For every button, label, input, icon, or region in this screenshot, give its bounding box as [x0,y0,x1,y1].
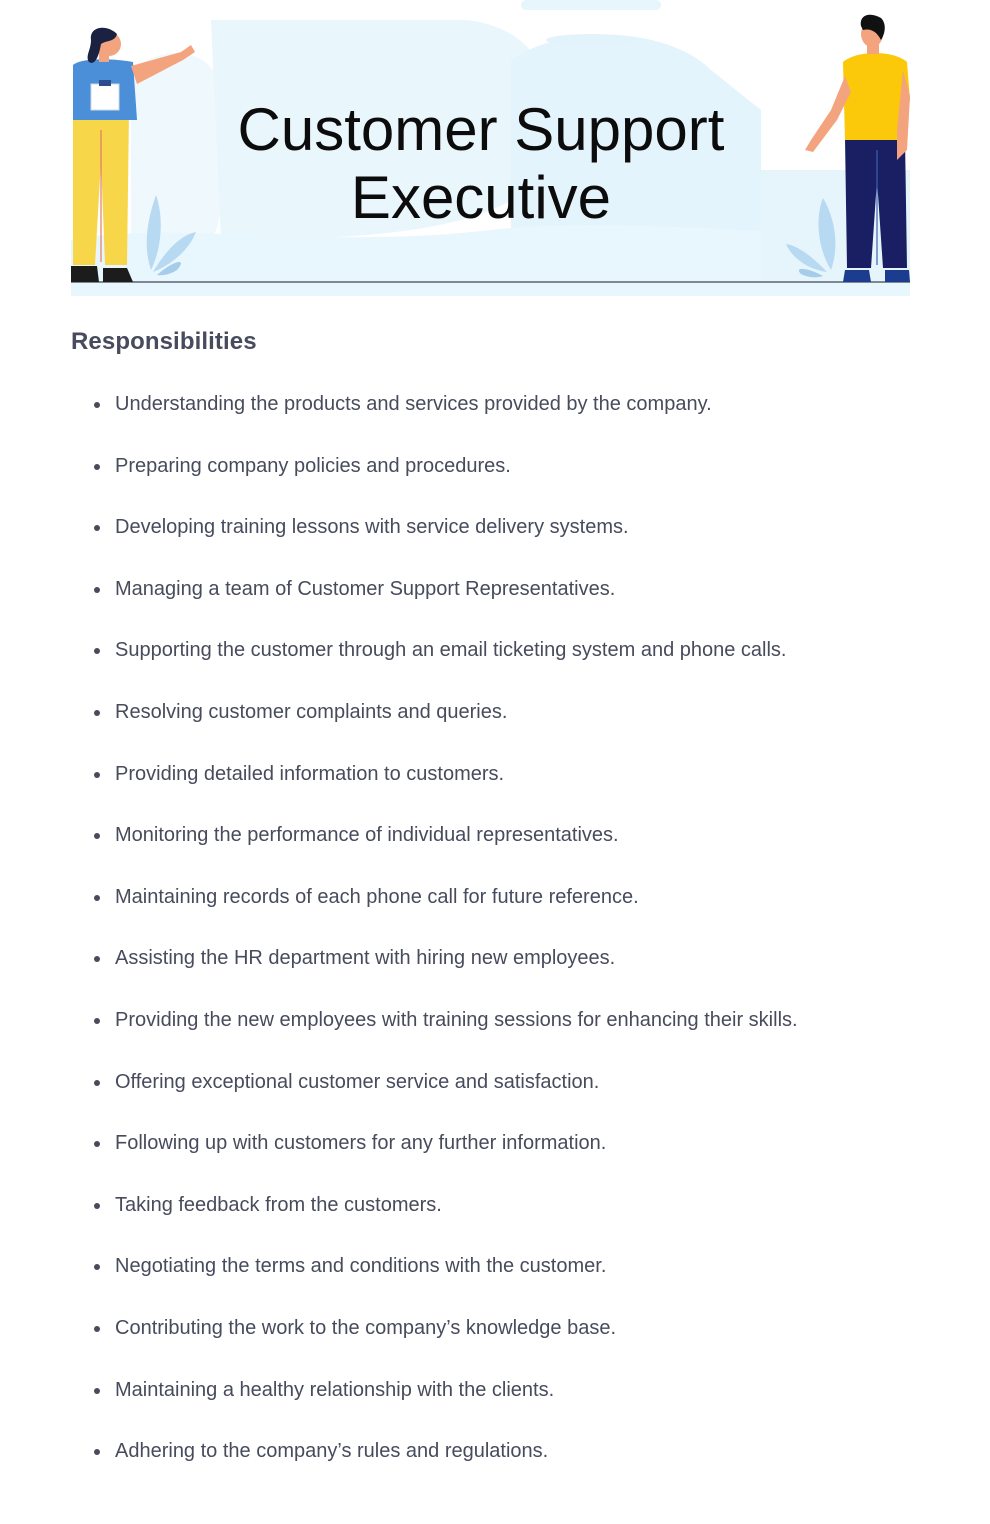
list-item-text: Maintaining records of each phone call for future reference. [115,885,639,908]
bullet-icon [94,956,100,962]
list-item [70,1236,950,1298]
bullet-icon [94,1449,100,1455]
bullet-icon [94,772,100,778]
responsibilities-heading: Responsibilities [71,328,257,355]
bullet-icon [94,1203,100,1209]
list-item-text: Resolving customer complaints and queries. [115,700,508,723]
bullet-icon [94,1080,100,1086]
list-item-text: Providing the new employees with training sessions for enhancing their skills. [115,1008,798,1031]
bullet-icon [94,1141,100,1147]
bullet-icon [94,1264,100,1270]
list-item-text: Following up with customers for any further information. [115,1132,607,1155]
list-item [70,497,950,559]
banner-title-line2: Executive [350,164,612,231]
list-item [70,682,950,744]
list-item [70,374,950,436]
list-item [70,867,950,929]
bullet-icon [94,402,100,408]
list-item-text: Negotiating the terms and conditions with the customer. [115,1255,607,1278]
banner-title [131,96,831,232]
bullet-icon [94,710,100,716]
bullet-icon [94,464,100,470]
list-item [70,990,950,1052]
list-item-text: Adhering to the company’s rules and regulations. [115,1440,549,1463]
list-item-text: Assisting the HR department with hiring new employees. [115,947,616,970]
header-banner [71,0,910,296]
list-item [70,928,950,990]
list-item [70,559,950,621]
bullet-icon [94,895,100,901]
list-item-text: Maintaining a healthy relationship with the clients. [115,1378,555,1401]
list-item [70,1421,950,1483]
bullet-icon [94,1326,100,1332]
banner-title-line1: Customer Support [237,96,725,163]
bullet-icon [94,833,100,839]
list-item-text: Monitoring the performance of individual representatives. [115,824,619,847]
list-item-text: Managing a team of Customer Support Representatives. [115,577,616,600]
bullet-icon [94,587,100,593]
bullet-icon [94,525,100,531]
list-item [70,620,950,682]
list-item [70,436,950,498]
list-item [70,1052,950,1114]
list-item [70,1113,950,1175]
list-item [70,1360,950,1422]
list-item-text: Contributing the work to the company’s knowledge base. [115,1316,617,1339]
list-item [70,805,950,867]
list-item-text: Offering exceptional customer service and satisfaction. [115,1070,600,1093]
list-item [70,1298,950,1360]
list-item-text: Developing training lessons with service delivery systems. [115,516,629,539]
list-item-text: Supporting the customer through an email ticketing system and phone calls. [115,639,787,662]
list-item [70,744,950,806]
bullet-icon [94,1018,100,1024]
bullet-icon [94,648,100,654]
responsibilities-list [70,374,950,1483]
list-item-text: Preparing company policies and procedures. [115,454,511,477]
list-item [70,1175,950,1237]
bullet-icon [94,1388,100,1394]
list-item-text: Understanding the products and services provided by the company. [115,393,712,415]
list-item-text: Taking feedback from the customers. [115,1193,442,1216]
list-item-text: Providing detailed information to customers. [115,762,505,785]
